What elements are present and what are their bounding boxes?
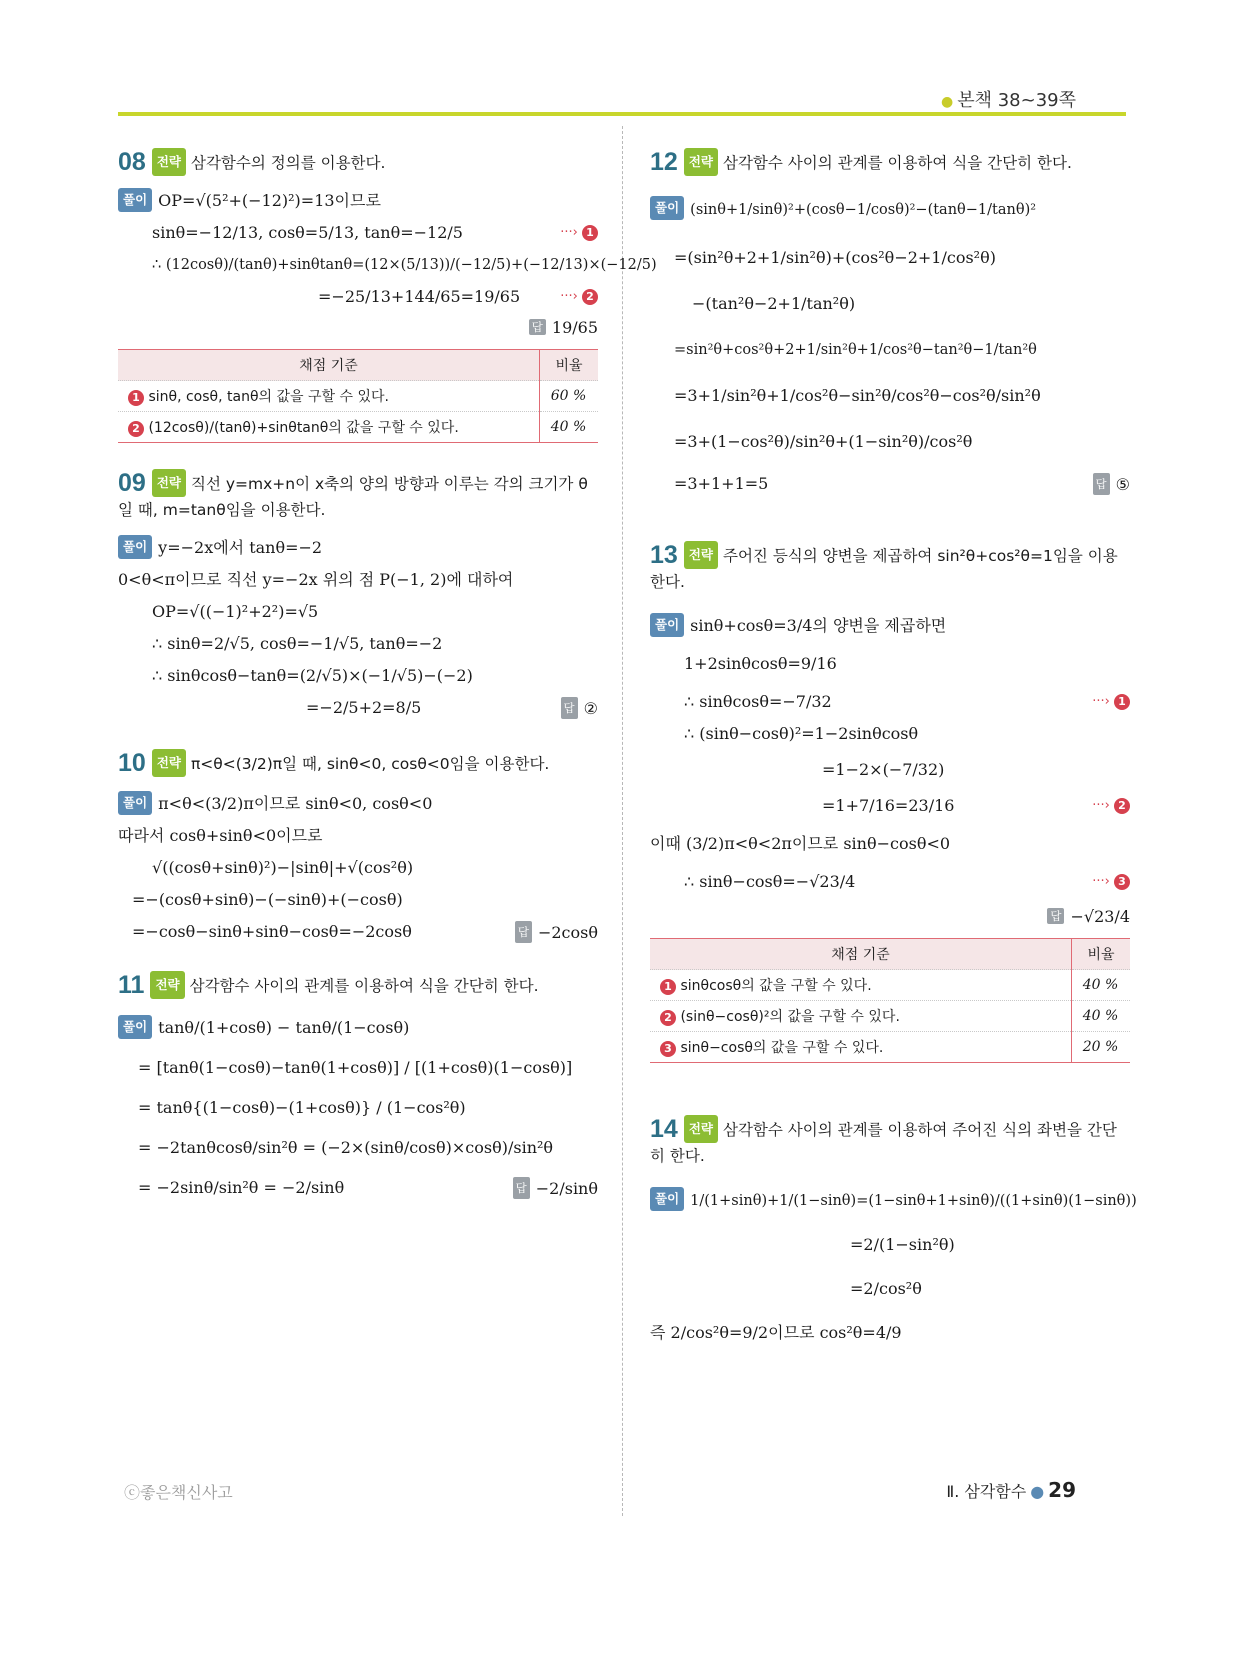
problem-number: 08: [118, 148, 146, 176]
solution-line: ∴ (12cosθ)/(tanθ)+sinθtanθ=(12×(5/13))/(−12/5)+(−12/13)×(−12/5): [152, 257, 657, 273]
problem-number: 09: [118, 469, 146, 497]
publisher-copyright: ⓒ좋은책신사고: [124, 1483, 233, 1502]
strategy-tag: 전략: [152, 749, 186, 777]
solution-line: =(sin²θ+2+1/sin²θ)+(cos²θ−2+1/cos²θ): [674, 248, 996, 267]
column-divider: [622, 126, 623, 1516]
criteria-row: 2 (sinθ−cosθ)²의 값을 구할 수 있다. 40 %: [650, 1001, 1130, 1032]
solution-line: 이때 (3/2)π<θ<2π이므로 sinθ−cosθ<0: [650, 834, 951, 853]
criteria-row: 1 sinθ, cosθ, tanθ의 값을 구할 수 있다. 60 %: [118, 381, 598, 412]
solution-line: = [tanθ(1−cosθ)−tanθ(1+cosθ)] / [(1+cosθ)(1−cosθ)]: [138, 1058, 573, 1077]
problem-12: [650, 148, 1130, 495]
problem-09: [118, 469, 598, 719]
criteria-row: 1 sinθcosθ의 값을 구할 수 있다. 40 %: [650, 970, 1130, 1001]
strategy-text: π<θ<(3/2)π일 때, sinθ<0, cosθ<0임을 이용한다.: [190, 755, 550, 773]
marker-2: ···› 2: [1092, 795, 1130, 817]
solution-line: √((cosθ+sinθ)²)−|sinθ|+√(cos²θ): [152, 858, 414, 877]
solution-line: 1+2sinθcosθ=9/16: [684, 654, 837, 673]
solution-line: sinθ=−12/13, cosθ=5/13, tanθ=−12/5: [152, 223, 463, 242]
problem-14: [650, 1115, 1137, 1344]
marker-3: ···› 3: [1092, 871, 1130, 893]
solution-line: =−2/5+2=8/5: [306, 698, 422, 717]
problem-10: [118, 749, 598, 943]
chapter-title: Ⅱ. 삼각함수: [946, 1482, 1027, 1501]
solution-line: =−cosθ−sinθ+sinθ−cosθ=−2cosθ: [132, 922, 412, 941]
solution-tag: 풀이: [118, 791, 152, 815]
solution-line: =sin²θ+cos²θ+2+1/sin²θ+1/cos²θ−tan²θ−1/tan²θ: [674, 342, 1037, 358]
criteria-table-13: [650, 938, 1130, 1063]
strategy-text: 주어진 등식의 양변을 제곱하여 sin²θ+cos²θ=1임을 이용한다.: [650, 547, 1118, 591]
problem-number: 13: [650, 541, 678, 569]
problem-number: 14: [650, 1115, 678, 1143]
solution-line: =3+1/sin²θ+1/cos²θ−sin²θ/cos²θ−cos²θ/sin²θ: [674, 386, 1041, 405]
strategy-tag: 전략: [684, 1115, 718, 1143]
solution-line: = tanθ{(1−cosθ)−(1+cosθ)} / (1−cos²θ): [138, 1098, 466, 1117]
solution-line: =2/cos²θ: [850, 1279, 922, 1298]
problem-number: 11: [118, 971, 145, 999]
header-rule: [118, 112, 1126, 116]
page-number: 29: [1048, 1478, 1076, 1502]
solution-line: =3+(1−cos²θ)/sin²θ+(1−sin²θ)/cos²θ: [674, 432, 973, 451]
solution-line: = −2tanθcosθ/sin²θ = (−2×(sinθ/cosθ)×cosθ)/sin²θ: [138, 1138, 554, 1157]
strategy-tag: 전략: [152, 148, 186, 176]
solution-tag: 풀이: [118, 1015, 152, 1039]
solution-line: 1/(1+sinθ)+1/(1−sinθ)=(1−sinθ+1+sinθ)/((1+sinθ)(1−sinθ)): [690, 1193, 1137, 1209]
strategy-text: 직선 y=mx+n이 x축의 양의 방향과 이루는 각의 크기가 θ일 때, m=tanθ임을 이용한다.: [118, 475, 588, 519]
solution-tag: 풀이: [118, 535, 152, 559]
strategy-tag: 전략: [684, 541, 718, 569]
page-footer: Ⅱ. 삼각함수 ● 29: [946, 1478, 1076, 1502]
strategy-text: 삼각함수 사이의 관계를 이용하여 주어진 식의 좌변을 간단히 한다.: [650, 1121, 1117, 1165]
solution-line: ∴ (sinθ−cosθ)²=1−2sinθcosθ: [684, 724, 919, 743]
solution-line: 따라서 cosθ+sinθ<0이므로: [118, 826, 323, 845]
solution-line: y=−2x에서 tanθ=−2: [158, 538, 323, 557]
strategy-tag: 전략: [152, 469, 186, 497]
solution-line: = −2sinθ/sin²θ = −2/sinθ: [138, 1178, 345, 1197]
solution-line: −(tan²θ−2+1/tan²θ): [692, 294, 856, 313]
strategy-text: 삼각함수 사이의 관계를 이용하여 식을 간단히 한다.: [722, 154, 1072, 172]
problem-number: 12: [650, 148, 678, 176]
criteria-row: 3 sinθ−cosθ의 값을 구할 수 있다. 20 %: [650, 1032, 1130, 1063]
marker-1: ···› 1: [560, 222, 598, 244]
ratio-header: 비율: [540, 350, 599, 381]
strategy-tag: 전략: [684, 148, 718, 176]
solution-line: =1−2×(−7/32): [822, 760, 945, 779]
solution-tag: 풀이: [118, 188, 152, 212]
solution-tag: 풀이: [650, 196, 684, 220]
solution-line: OP=√((−1)²+2²)=√5: [152, 602, 319, 621]
solution-line: (sinθ+1/sinθ)²+(cosθ−1/cosθ)²−(tanθ−1/tanθ)²: [690, 202, 1037, 218]
strategy-text: 삼각함수의 정의를 이용한다.: [190, 154, 386, 172]
answer-10: 답 −2cosθ: [515, 921, 598, 944]
answer-09: 답 ②: [561, 697, 598, 720]
solution-line: ∴ sinθcosθ−tanθ=(2/√5)×(−1/√5)−(−2): [152, 666, 473, 685]
problem-number: 10: [118, 749, 146, 777]
solution-line: ∴ sinθ=2/√5, cosθ=−1/√5, tanθ=−2: [152, 634, 443, 653]
page-reference: ● 본책 38~39쪽: [941, 90, 1076, 111]
criteria-row: 2 (12cosθ)/(tanθ)+sinθtanθ의 값을 구할 수 있다. 40 %: [118, 412, 598, 443]
solution-line: =−25/13+144/65=19/65: [318, 287, 521, 306]
criteria-header: 채점 기준: [650, 939, 1072, 970]
answer-12: 답 ⑤: [1093, 473, 1130, 496]
solution-line: OP=√(5²+(−12)²)=13이므로: [158, 191, 381, 210]
strategy-text: 삼각함수 사이의 관계를 이용하여 식을 간단히 한다.: [189, 977, 539, 995]
right-column: [650, 148, 1137, 1354]
solution-line: =2/(1−sin²θ): [850, 1235, 955, 1254]
solution-line: 즉 2/cos²θ=9/2이므로 cos²θ=4/9: [650, 1323, 902, 1342]
problem-13: [650, 541, 1130, 1063]
ratio-header: 비율: [1072, 939, 1131, 970]
solution-line: =3+1+1=5: [674, 474, 769, 493]
solution-line: π<θ<(3/2)π이므로 sinθ<0, cosθ<0: [158, 794, 433, 813]
answer-11: 답 −2/sinθ: [513, 1177, 598, 1200]
solution-line: =−(cosθ+sinθ)−(−sinθ)+(−cosθ): [132, 890, 403, 909]
criteria-header: 채점 기준: [118, 350, 540, 381]
marker-2: ···› 2: [560, 286, 598, 308]
solution-line: tanθ/(1+cosθ) − tanθ/(1−cosθ): [158, 1018, 410, 1037]
strategy-tag: 전략: [150, 971, 184, 999]
solution-tag: 풀이: [650, 1187, 684, 1211]
solution-line: sinθ+cosθ=3/4의 양변을 제곱하면: [690, 616, 947, 635]
solution-line: =1+7/16=23/16: [822, 796, 955, 815]
criteria-table-08: [118, 349, 598, 443]
solution-line: ∴ sinθcosθ=−7/32: [684, 692, 832, 711]
solution-tag: 풀이: [650, 613, 684, 637]
marker-1: ···› 1: [1092, 691, 1130, 713]
solution-line: ∴ sinθ−cosθ=−√23/4: [684, 872, 856, 891]
answer-13: 답 −√23/4: [650, 907, 1130, 926]
left-column: [118, 148, 657, 1209]
solution-line: 0<θ<π이므로 직선 y=−2x 위의 점 P(−1, 2)에 대하여: [118, 570, 514, 589]
problem-08: [118, 148, 657, 443]
answer-08: 답 19/65: [118, 318, 598, 337]
problem-11: [118, 971, 598, 1199]
